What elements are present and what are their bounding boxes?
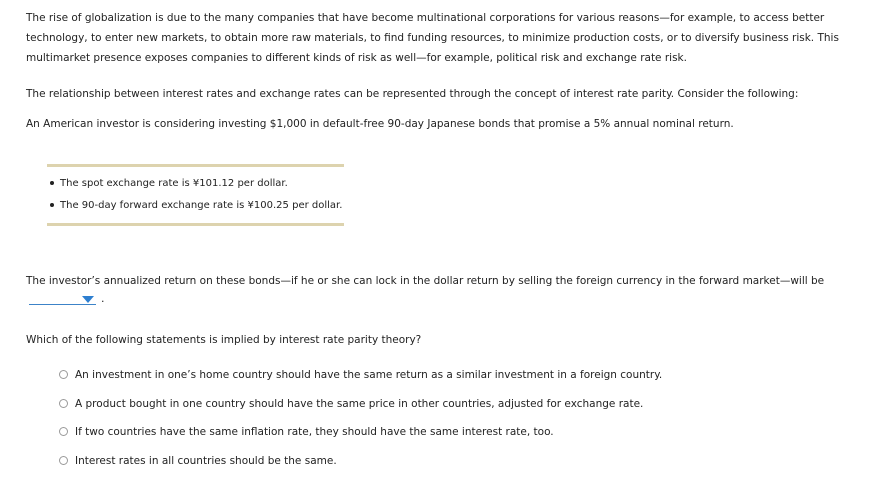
option-label: A product bought in one country should have the same price in other countries, adjusted for exchange rate. — [75, 398, 644, 410]
spot-rate-text: The spot exchange rate is ¥101.12 per dollar. — [60, 178, 288, 189]
option-label: An investment in one’s home country should have the same return as a similar investment in a foreign country. — [75, 369, 663, 381]
investor-paragraph: An American investor is considering investing $1,000 in default-free 90-day Japanese bonds that promise a 5% annual nominal return. — [26, 118, 734, 130]
bullet-dot-icon — [50, 181, 54, 185]
forward-rate-text: The 90-day forward exchange rate is ¥100.25 per dollar. — [60, 200, 343, 211]
forward-rate-bullet — [47, 199, 342, 213]
option-label: If two countries have the same inflation rate, they should have the same interest rate, too. — [75, 426, 554, 438]
radio-button-icon[interactable] — [59, 399, 68, 408]
annualized-return-dropdown[interactable] — [29, 294, 96, 305]
radio-button-icon[interactable] — [59, 427, 68, 436]
radio-option[interactable] — [59, 366, 662, 384]
option-label: Interest rates in all countries should be the same. — [75, 455, 337, 467]
radio-option[interactable] — [59, 423, 554, 441]
return-question-text: The investor’s annualized return on these bonds—if he or she can lock in the dollar return by selling the foreign currency in the forward market—will be — [26, 275, 825, 287]
radio-option[interactable] — [59, 452, 337, 470]
intro-paragraph: The rise of globalization is due to the many companies that have become multinational corporations for various reasons—for example, to access better technology, to enter new markets, to obtain more raw materials, to find funding resources, to minimize production costs, or to diversify business risk. This multimarket presence exposes companies to different kinds of risk as well—for example, political risk and exchange rate risk. — [26, 12, 839, 64]
radio-button-icon[interactable] — [59, 370, 68, 379]
sentence-period: . — [101, 292, 105, 305]
bullet-dot-icon — [50, 203, 54, 207]
radio-button-icon[interactable] — [59, 456, 68, 465]
exchange-rate-box — [47, 164, 344, 226]
radio-option[interactable] — [59, 395, 643, 413]
spot-rate-bullet — [47, 177, 288, 191]
chevron-down-icon[interactable] — [82, 296, 94, 303]
parity-paragraph: The relationship between interest rates and exchange rates can be represented through the concept of interest rate parity. Consider the following: — [26, 88, 799, 100]
parity-question-text: Which of the following statements is implied by interest rate parity theory? — [26, 334, 422, 346]
